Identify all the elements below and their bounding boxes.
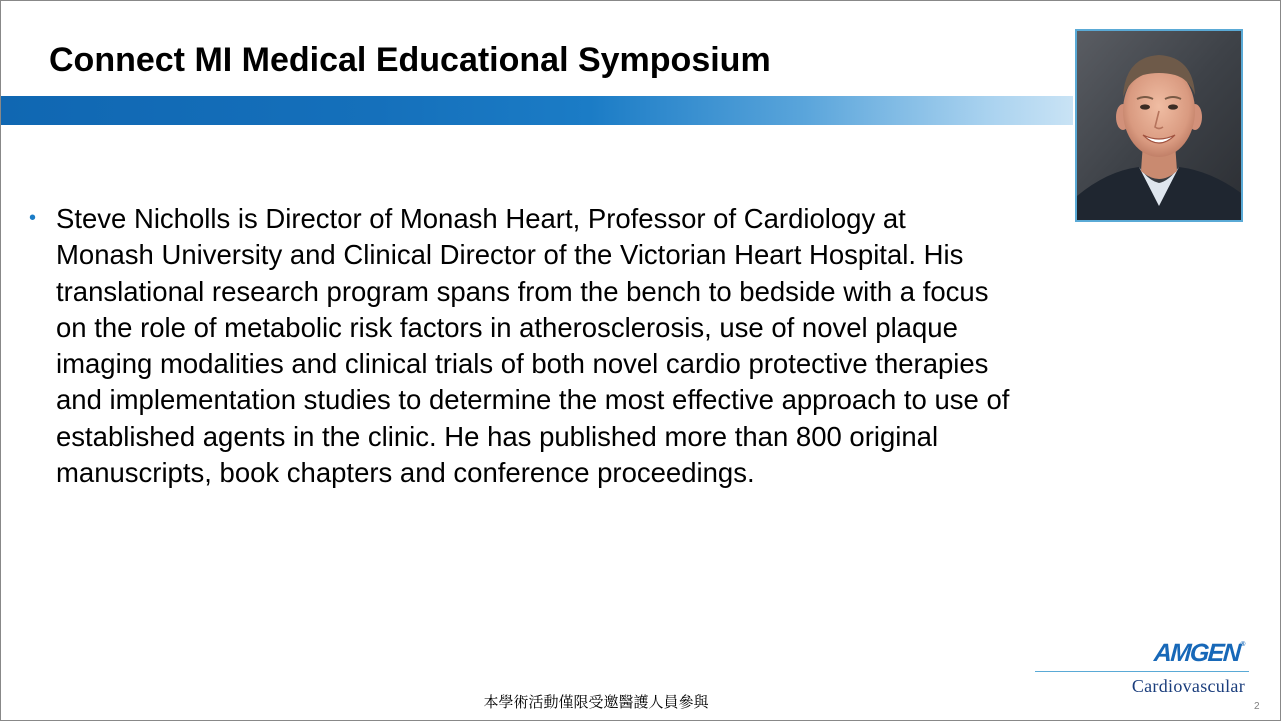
bio-text <box>56 201 1176 491</box>
footer-notice: 本學術活動僅限受邀醫護人員參與 <box>483 693 709 711</box>
title-gradient-bar <box>1 96 1073 125</box>
bio-line: established agents in the clinic. He has published more than 800 original <box>56 420 939 452</box>
bio-line: manuscripts, book chapters and conference proceedings. <box>56 457 755 489</box>
bio-line: on the role of metabolic risk factors in atherosclerosis, use of novel plaque <box>56 311 958 343</box>
page-number: 2 <box>1254 701 1260 712</box>
amgen-cardiovascular-logo <box>1035 637 1249 699</box>
slide-title: Connect MI Medical Educational Symposium <box>49 41 771 79</box>
logo-subtitle: Cardiovascular <box>1131 676 1245 696</box>
bio-line: imaging modalities and clinical trials of both novel cardio protective therapies <box>56 348 989 380</box>
amgen-logo-wordmark: AMGEN® <box>1153 639 1246 667</box>
bullet-dot-icon: • <box>29 207 37 229</box>
speaker-portrait-photo-icon <box>1077 31 1241 220</box>
bio-line: Steve Nicholls is Director of Monash Heart, Professor of Cardiology at <box>56 203 906 234</box>
speaker-photo <box>1075 29 1243 222</box>
bio-line: Monash University and Clinical Director of the Victorian Heart Hospital. His <box>56 239 964 271</box>
logo-divider <box>1035 671 1249 672</box>
bio-line: and implementation studies to determine the most effective approach to use of <box>56 384 1010 416</box>
bio-line: translational research program spans from the bench to bedside with a focus <box>56 275 989 307</box>
